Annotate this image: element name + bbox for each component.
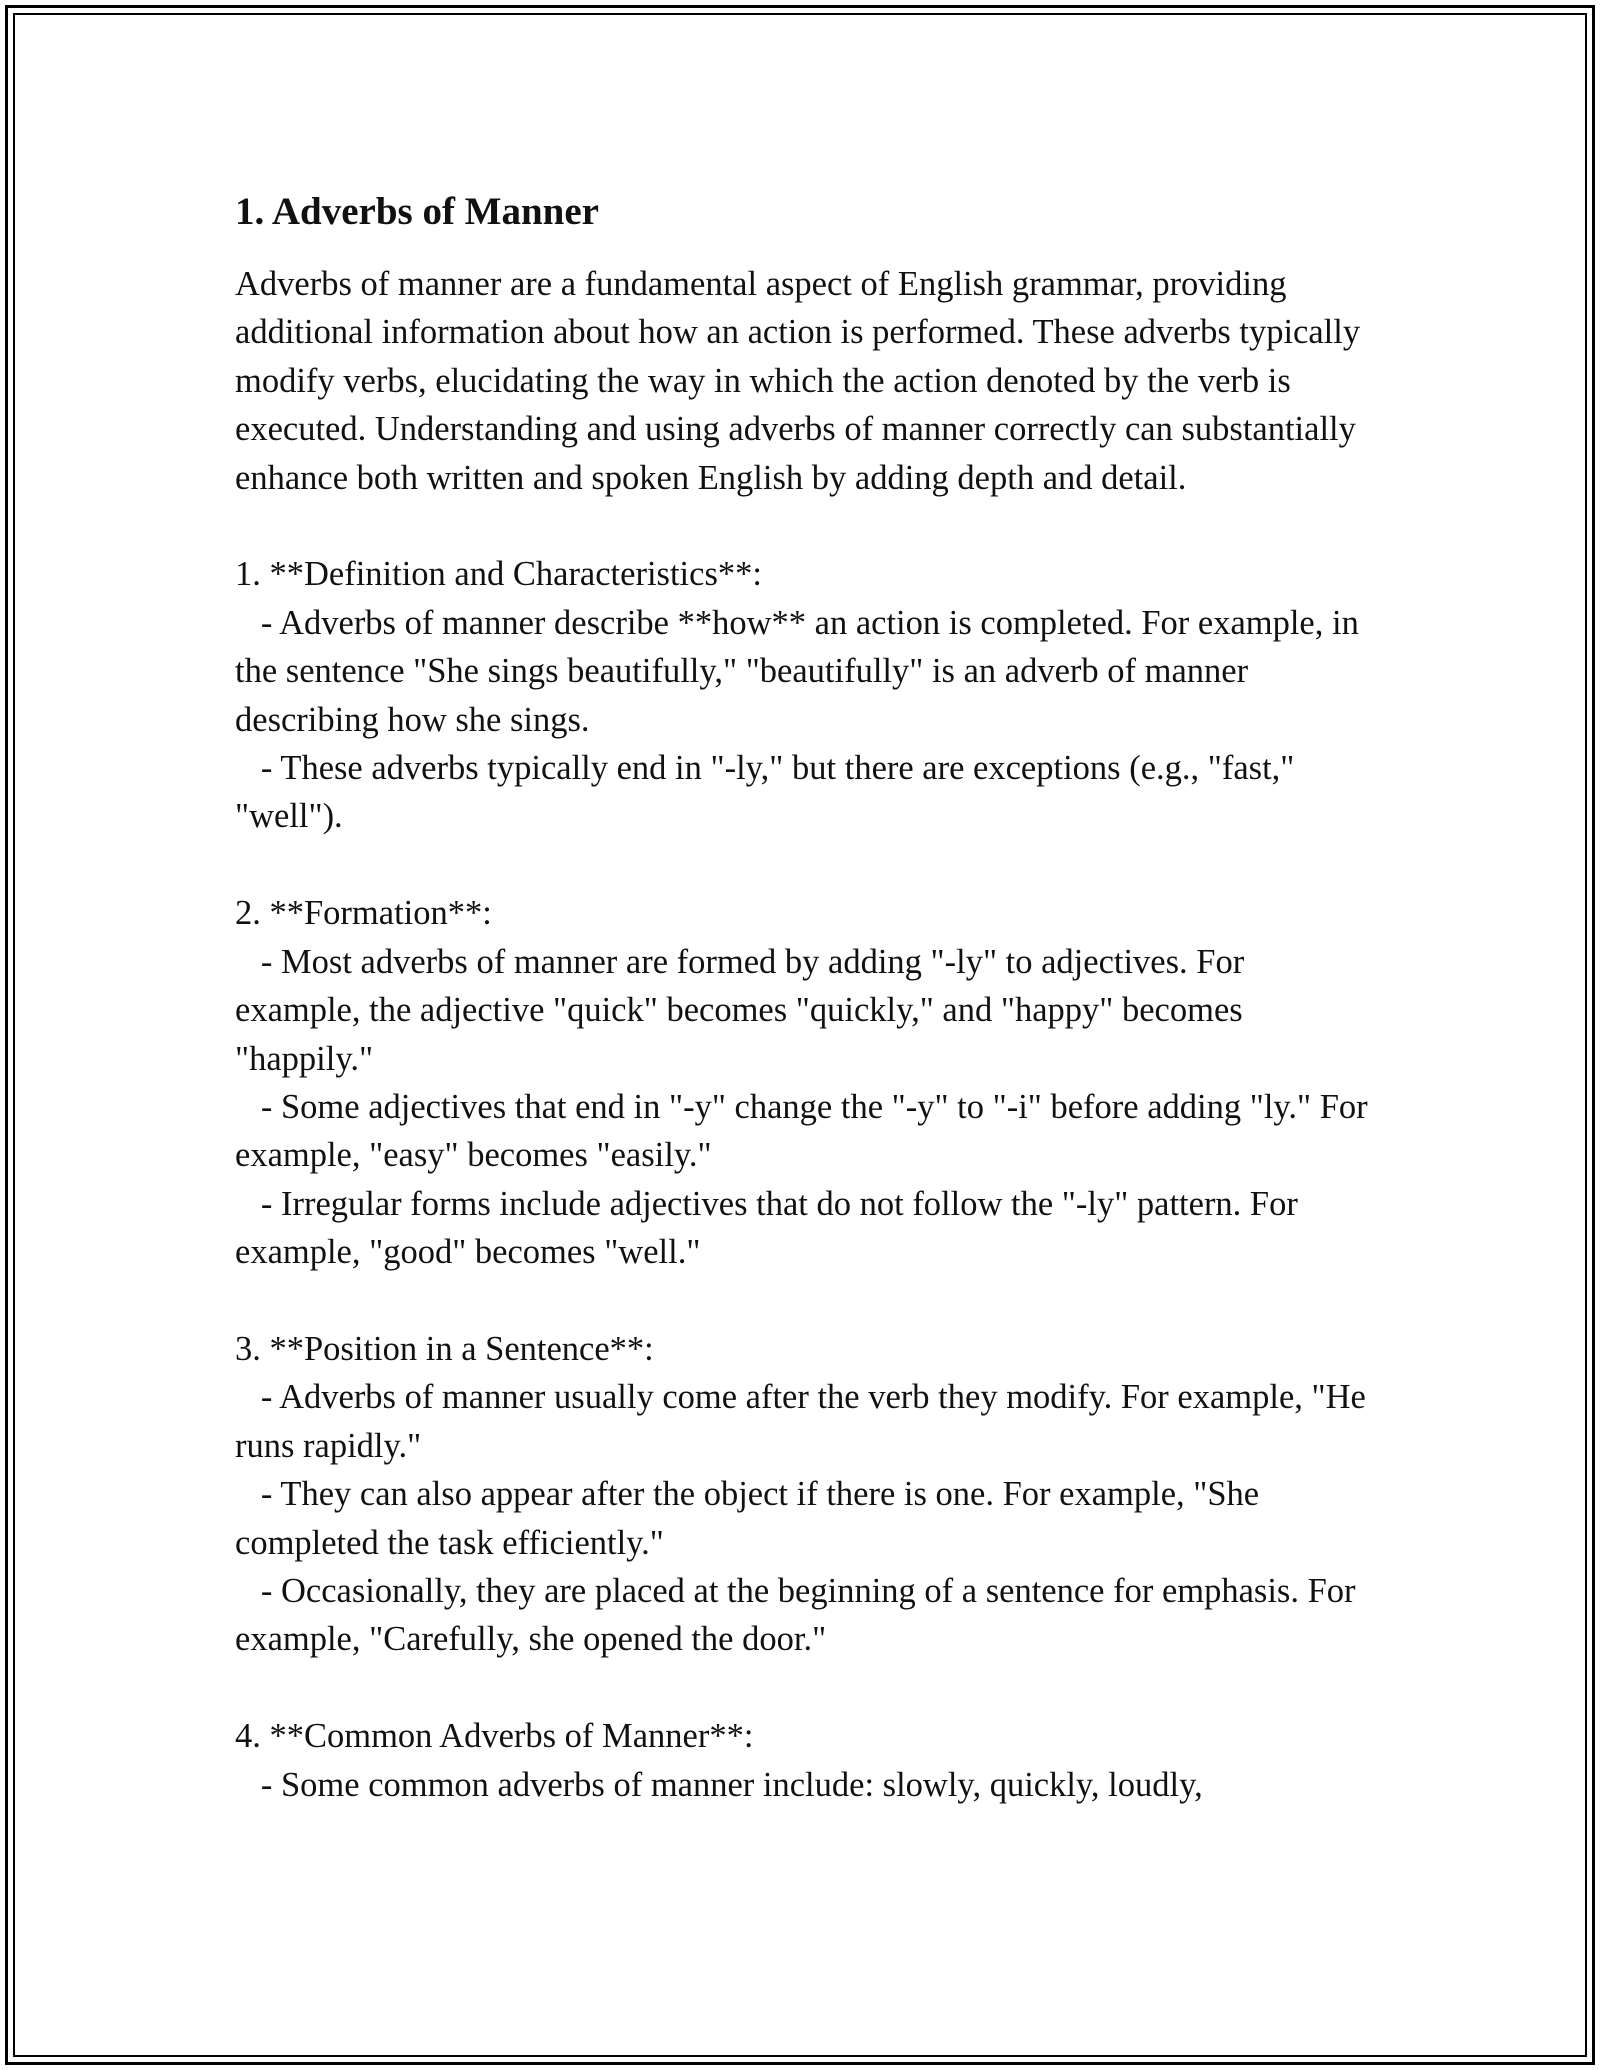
document-page (235, 188, 1375, 1809)
section-title: 1. Adverbs of Manner (235, 190, 599, 233)
section-body: Adverbs of manner are a fundamental aspect of English grammar, providing additional information about how an action is performed. These adverbs typically modify verbs, elucidating the way in which the action denoted by the verb is executed. Understanding and using adverbs of manner correctly can substantially enhance both written and spoken English by adding depth and detail. 1. **Definition and Characteristics**: - Adverbs of manner describe **how** an action is completed. For example, in the sentence "She sings beautifully," "beautifully" is an adverb of manner describing how she sings. - These adverbs typically end in "-ly," but there are exceptions (e.g., "fast," "well"). 2. **Formation**: - Most adverbs of manner are formed by adding "-ly" to adjectives. For example, the adjective "quick" becomes "quickly," and "happy" becomes "happily." - Some adjectives that end in "-y" change the "-y" to "-i" before adding "ly." For example, "easy" becomes "easily." - Irregular forms include adjectives that do not follow the "-ly" pattern. For example, "good" becomes "well." 3. **Position in a Sentence**: - Adverbs of manner usually come after the verb they modify. For example, "He runs rapidly." - They can also appear after the object if there is one. For example, "She completed the task efficiently." - Occasionally, they are placed at the beginning of a sentence for emphasis. For example, "Carefully, she opened the door." 4. **Common Adverbs of Manner**: - Some common adverbs of manner include: slowly, quickly, loudly, (235, 265, 1368, 1804)
